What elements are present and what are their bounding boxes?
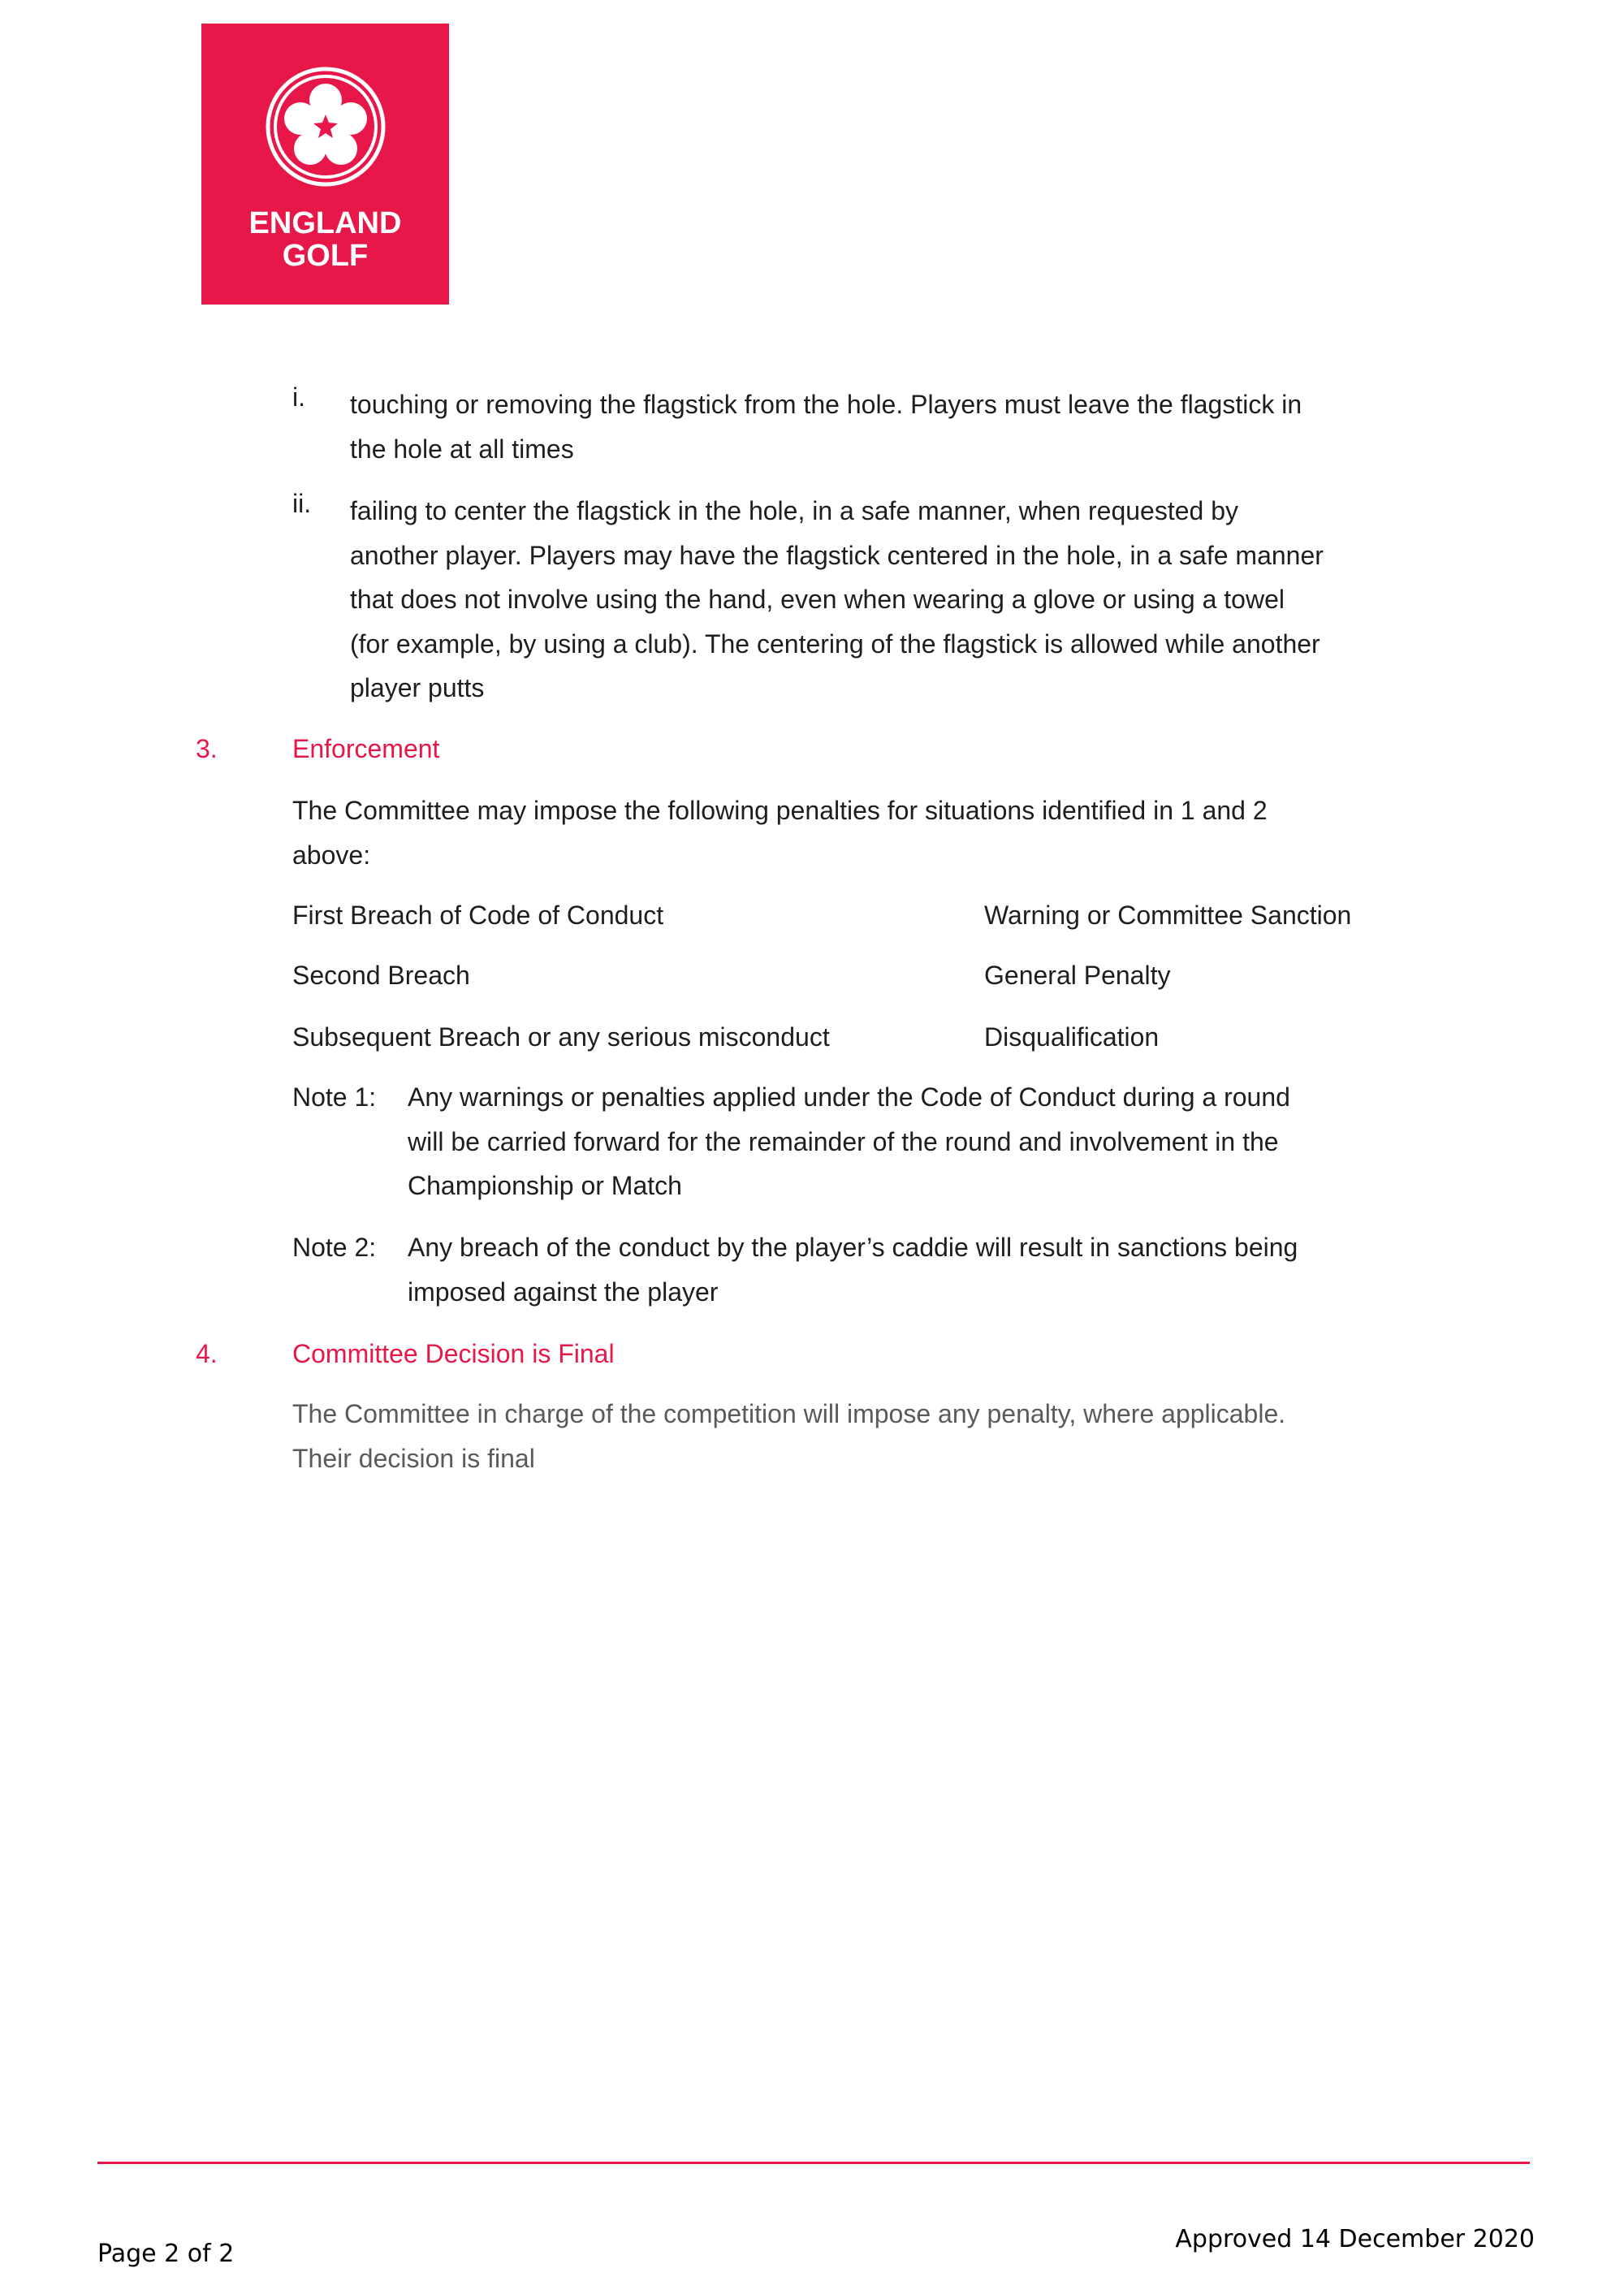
- item-marker: ii.: [292, 489, 312, 518]
- section-heading: Enforcement: [292, 734, 440, 763]
- section-heading: Committee Decision is Final: [292, 1339, 615, 1368]
- note-label: Note 2:: [292, 1233, 377, 1262]
- text-line: above:: [292, 840, 371, 870]
- footer-divider: [97, 2162, 1530, 2164]
- text-line: the hole at all times: [350, 434, 574, 464]
- penalty-label: General Penalty: [984, 961, 1171, 990]
- breach-label: First Breach of Code of Conduct: [292, 901, 664, 930]
- text-line: (for example, by using a club). The centering of the flagstick is allowed while another: [350, 629, 1320, 659]
- approved-date: Approved 14 December 2020: [1175, 2225, 1535, 2253]
- text-line: failing to center the flagstick in the hole, in a safe manner, when requested by: [350, 496, 1238, 525]
- penalty-label: Warning or Committee Sanction: [984, 901, 1352, 930]
- section-body: [292, 1392, 1285, 1480]
- text-line: Any warnings or penalties applied under the Code of Conduct during a round: [408, 1082, 1290, 1112]
- section-intro: [292, 788, 1268, 877]
- tudor-rose-icon: [265, 66, 387, 188]
- text-line: player putts: [350, 673, 485, 702]
- text-line: Championship or Match: [408, 1171, 682, 1200]
- note-label: Note 1:: [292, 1082, 377, 1112]
- text-line: touching or removing the flagstick from the hole. Players must leave the flagstick in: [350, 390, 1302, 419]
- text-line: will be carried forward for the remainder of the round and involvement in the: [408, 1126, 1279, 1156]
- note-text: [408, 1075, 1290, 1208]
- text-line: The Committee may impose the following penalties for situations identified in 1 and 2: [292, 796, 1268, 825]
- section-number: 3.: [196, 734, 218, 763]
- section-number: 4.: [196, 1339, 218, 1368]
- text-line: Their decision is final: [292, 1443, 535, 1473]
- text-line: another player. Players may have the flagstick centered in the hole, in a safe manner: [350, 540, 1324, 570]
- logo-text-england: ENGLAND: [248, 206, 402, 240]
- logo-text-golf: GOLF: [282, 239, 369, 273]
- penalty-label: Disqualification: [984, 1022, 1160, 1052]
- list-item: [350, 489, 1324, 711]
- page-number: Page 2 of 2: [97, 2240, 235, 2268]
- list-item: [350, 382, 1302, 471]
- text-line: The Committee in charge of the competition will impose any penalty, where applicable.: [292, 1399, 1286, 1428]
- text-line: that does not involve using the hand, even when wearing a glove or using a towel: [350, 585, 1285, 614]
- note-text: [408, 1225, 1298, 1314]
- text-line: Any breach of the conduct by the player’s caddie will result in sanctions being: [408, 1233, 1298, 1262]
- breach-label: Second Breach: [292, 961, 470, 990]
- breach-label: Subsequent Breach or any serious misconduct: [292, 1022, 830, 1052]
- item-marker: i.: [292, 382, 305, 412]
- england-golf-logo: [201, 24, 449, 305]
- text-line: imposed against the player: [408, 1277, 719, 1307]
